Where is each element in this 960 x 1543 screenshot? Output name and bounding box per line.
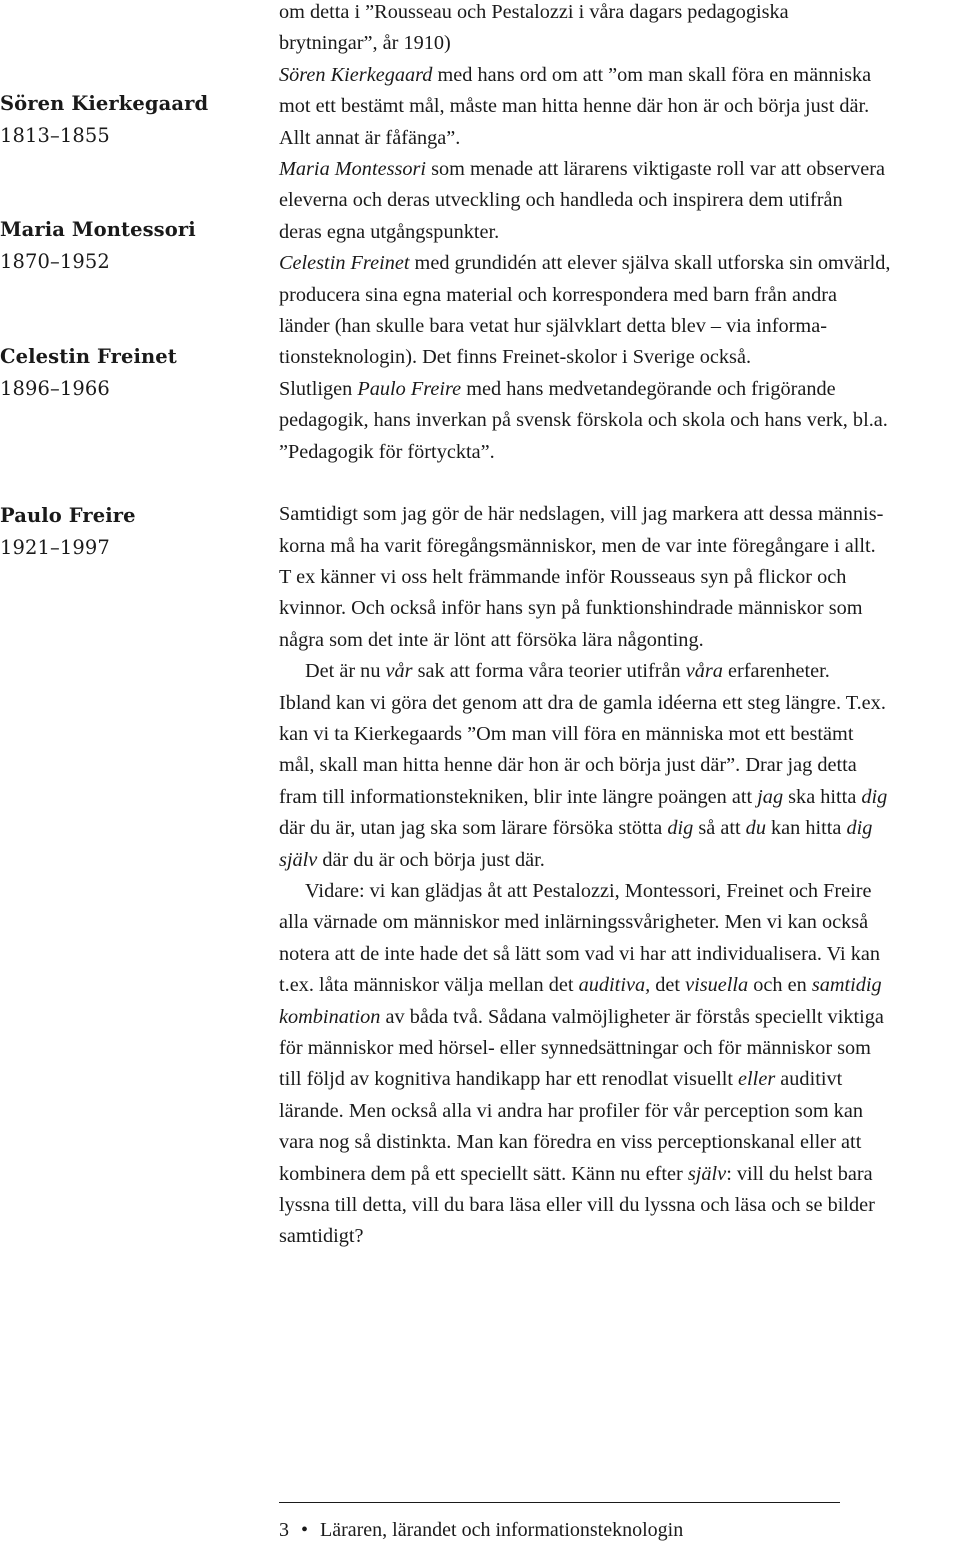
text-line: notera att de inte hade det så lätt som vad vi har att individualisera. Vi kan bbox=[279, 942, 881, 965]
text-line: samtidigt? bbox=[279, 1225, 364, 1248]
text-line: Det är nu vår sak att forma våra teorier utifrån våra erfarenheter. bbox=[305, 660, 830, 683]
text-line: om detta i ”Rousseau och Pestalozzi i våra dagars pedagogiska bbox=[279, 1, 789, 23]
text-line: tionsteknologin). Det finns Freinet-skolor i Sverige också. bbox=[279, 346, 752, 369]
text-line: producera sina egna material och korrespondera med barn från andra bbox=[279, 283, 838, 306]
text-line: där du är, utan jag ska som lärare försöka stötta dig så att du kan hitta dig bbox=[279, 817, 873, 840]
text-line: mål, skall man hitta henne där hon är och börja just där”. Drar jag detta bbox=[279, 754, 857, 777]
montessori-paragraph bbox=[279, 154, 960, 248]
person-name: Sören Kierkegaard bbox=[0, 92, 209, 115]
running-title: Läraren, lärandet och informationsteknologin bbox=[320, 1519, 684, 1541]
sidebar-entry-kierkegaard bbox=[0, 88, 240, 152]
text-line: själv där du är och börja just där. bbox=[279, 848, 545, 871]
person-name-italic: Maria Montessori bbox=[279, 158, 427, 181]
body-paragraph-2 bbox=[279, 656, 960, 876]
bullet-separator: • bbox=[301, 1519, 309, 1541]
text-line: lärande. Men också alla vi andra har profiler för vår perception som kan bbox=[279, 1099, 863, 1122]
body-paragraph-1 bbox=[279, 499, 960, 656]
text-line: till följd av kognitiva handikapp har ett renodlat visuellt eller auditivt bbox=[279, 1068, 843, 1091]
person-name: Maria Montessori bbox=[0, 218, 196, 241]
text-line: Celestin Freinet med grundidén att elever själva skall utforska sin omvärld, bbox=[279, 252, 891, 275]
text-line: kan vi ta Kierkegaards ”Om man vill föra en människa mot ett bestämt bbox=[279, 722, 854, 745]
text-line: för människor med hörsel- eller synnedsättningar och för människor som bbox=[279, 1037, 871, 1059]
text-line: kombination av båda två. Sådana valmöjligheter är förstås speciellt viktiga bbox=[279, 1005, 884, 1028]
text-line: T ex känner vi oss helt främmande inför Rousseaus syn på flickor och bbox=[279, 565, 847, 588]
footer-divider bbox=[279, 1502, 840, 1503]
text-line: några som det inte är lönt att försöka lära någonting. bbox=[279, 628, 704, 651]
freire-paragraph bbox=[279, 374, 960, 468]
person-years: 1896–1966 bbox=[0, 377, 110, 400]
person-name-italic: Celestin Freinet bbox=[279, 252, 410, 275]
text-line: Samtidigt som jag gör de här nedslagen, vill jag markera att dessa männis- bbox=[279, 503, 884, 526]
text-line: Allt annat är fåfänga”. bbox=[279, 126, 461, 149]
text-line: Maria Montessori som menade att lärarens viktigaste roll var att observera bbox=[279, 158, 886, 181]
text-line: eleverna och deras utveckling och handleda och inspirera dem utifrån bbox=[279, 189, 843, 212]
text-line: fram till informationstekniken, blir inte längre poängen att jag ska hitta dig bbox=[279, 785, 888, 808]
text-line: ”Pedagogik för förtyckta”. bbox=[279, 440, 495, 463]
text-line: brytningar”, år 1910) bbox=[279, 32, 451, 55]
body-paragraph-3 bbox=[279, 876, 960, 1253]
page-footer bbox=[279, 1517, 683, 1543]
sidebar-entry-freire bbox=[0, 500, 240, 564]
text-line: kombinera dem på ett speciellt sätt. Känn nu efter själv: vill du helst bara bbox=[279, 1162, 873, 1185]
text-line: Ibland kan vi göra det genom att dra de gamla idéerna ett steg längre. T.ex. bbox=[279, 691, 886, 714]
sidebar-entry-montessori bbox=[0, 214, 240, 278]
intro-paragraph bbox=[279, 0, 960, 60]
text-line: lyssna till detta, vill du bara läsa eller vill du lyssna och läsa och se bilder bbox=[279, 1194, 875, 1217]
text-line: mot ett bestämt mål, måste man hitta henne där hon är och börja just där. bbox=[279, 95, 870, 118]
text-line: kvinnor. Och också inför hans syn på funktionshindrade människor som bbox=[279, 597, 863, 620]
freinet-paragraph bbox=[279, 248, 960, 374]
person-name-italic: Sören Kierkegaard bbox=[279, 63, 433, 86]
text-line: korna må ha varit föregångsmänniskor, men de var inte föregångare i allt. bbox=[279, 534, 876, 557]
person-years: 1870–1952 bbox=[0, 250, 110, 273]
person-name: Paulo Freire bbox=[0, 504, 136, 527]
page-number: 3 bbox=[279, 1519, 289, 1541]
text-line: Slutligen Paulo Freire med hans medvetandegörande och frigörande bbox=[279, 377, 836, 400]
text-line: t.ex. låta människor välja mellan det auditiva, det visuella och en samtidig bbox=[279, 974, 882, 997]
text-line: Vidare: vi kan glädjas åt att Pestalozzi, Montessori, Freinet och Freire bbox=[305, 879, 872, 902]
text-line: Sören Kierkegaard med hans ord om att ”om man skall föra en människa bbox=[279, 63, 872, 86]
person-name: Celestin Freinet bbox=[0, 345, 177, 368]
text-line: pedagogik, hans inverkan på svensk förskola och skola och hans verk, bl.a. bbox=[279, 409, 888, 432]
text-line: vara nog så distinkta. Man kan föredra en viss perceptionskanal eller att bbox=[279, 1131, 862, 1154]
text-line: länder (han skulle bara vetat hur självklart detta blev – via informa- bbox=[279, 315, 827, 338]
person-years: 1921–1997 bbox=[0, 536, 110, 559]
main-text-column bbox=[279, 0, 960, 1253]
text-line: deras egna utgångspunkter. bbox=[279, 220, 500, 243]
person-name-italic: Paulo Freire bbox=[357, 377, 462, 400]
person-years: 1813–1855 bbox=[0, 124, 110, 147]
sidebar-entry-freinet bbox=[0, 341, 240, 405]
kierkegaard-paragraph bbox=[279, 60, 960, 154]
text-line: alla värnade om människor med inlärningssvårigheter. Men vi kan också bbox=[279, 911, 869, 934]
